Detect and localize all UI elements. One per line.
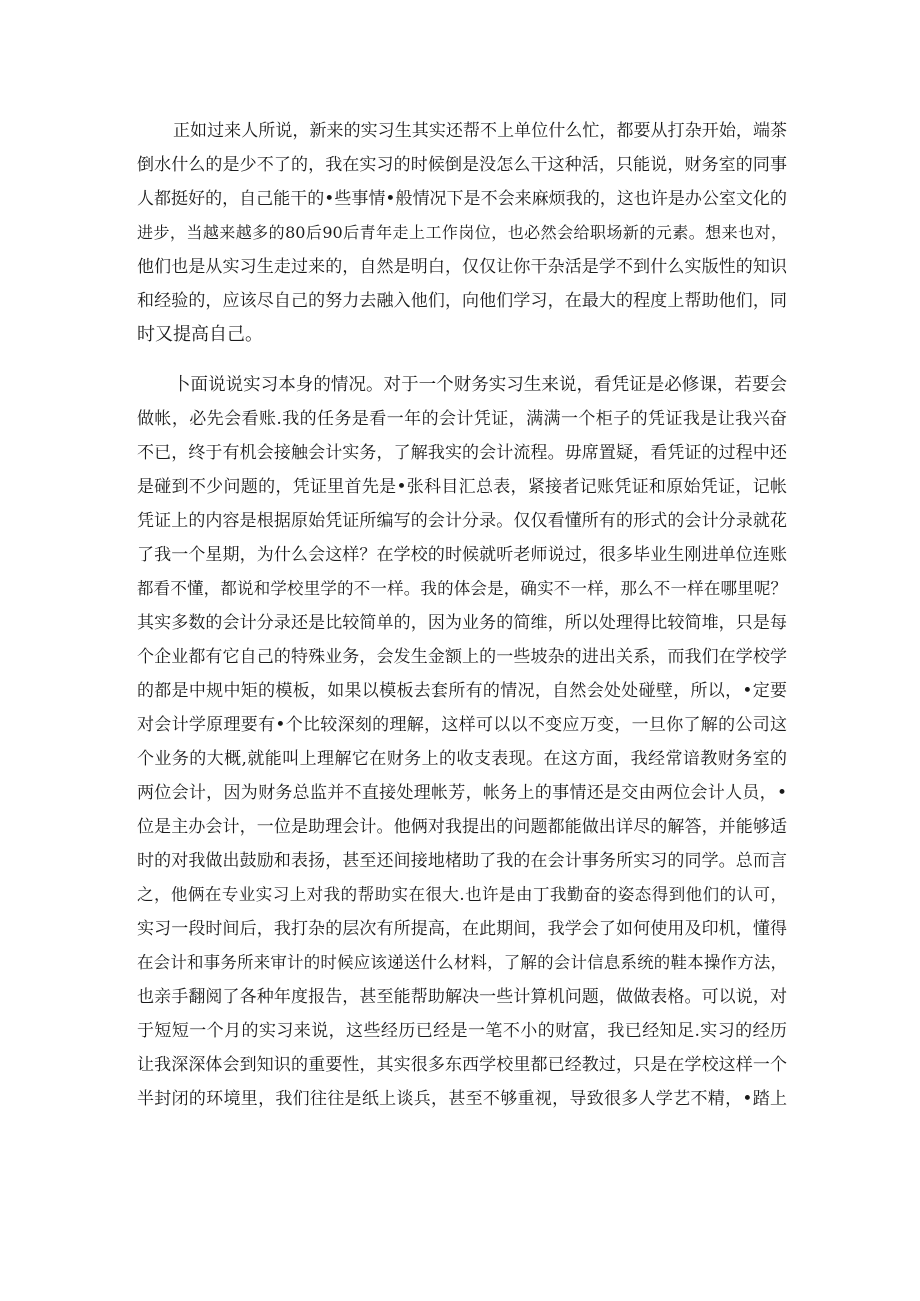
paragraph-1: [137, 114, 787, 352]
paragraph-line: 的都是中规中矩的模板，如果以模板去套所有的情况，自然会处处碰壁，所以，•定要: [137, 681, 787, 701]
paragraph-line: 人都挺好的，自己能干的•些事情•般情况下是不会来麻烦我的，这也许是办公室文化的: [137, 189, 787, 209]
paragraph-line: 倒水什么的是少不了的，我在实习的时候倒是没怎么干这种活，只能说，财务室的同事: [137, 155, 787, 175]
paragraph-line: 让我深深体会到知识的重要性，其实很多东西学校里都已经教过，只是在学校这样一个: [137, 1055, 787, 1075]
paragraph-line: 卜面说说实习本身的情况。对于一个财务实习生来说，看凭证是必修课，若要会: [173, 375, 787, 395]
paragraph-line: 他们也是从实习生走过来的，自然是明白，仅仅让你干杂活是学不到什么实版性的知识: [137, 257, 787, 277]
paragraph-line: 在会计和事务所来审计的时候应该递送什么材料，了解的会计信息系统的鞋本操作方法，: [137, 953, 787, 972]
paragraph-line: 和经验的，应该尽自己的努力去融入他们，向他们学习，在最大的程度上帮助他们，同: [137, 291, 787, 311]
paragraph-line: 凭证上的内容是根据原始凭证所编写的会计分录。仅仅看懂所有的形式的会计分录就花: [137, 511, 787, 531]
paragraph-line: 正如过来人所说，新来的实习生其实还帮不上单位什么忙，都要从打杂开始，端茶: [173, 121, 787, 141]
paragraph-line: 个企业都有它自己的特殊业务，会发生金额上的一些坡杂的进出关系，而我们在学校学: [137, 647, 787, 667]
paragraph-line: 时又提高自己。: [137, 324, 263, 345]
paragraph-2: [137, 368, 787, 1116]
paragraph-line: 进步，当越来越多的80后90后青年走上工作岗位，也必然会给职场新的元素。想来也对，: [137, 223, 787, 242]
paragraph-line: 于短短一个月的实习来说，这些经历已经是一笔不小的财富，我已经知足.实习的经历: [137, 1021, 787, 1041]
paragraph-line: 时的对我做出鼓励和表扬，甚至还间接地楮助了我的在会计事务所实习的同学。总而言: [137, 851, 787, 871]
paragraph-line: 实习一段时间后，我打杂的层次有所提高，在此期间，我学会了如何使用及印机，懂得: [137, 919, 787, 939]
paragraph-line: 两位会计，因为财务总监并不直接处理帐芳，帐务上的事情还是交由两位会计人员，•: [137, 783, 787, 803]
paragraph-line: 都看不懂，都说和学校里学的不一样。我的体会是，确实不一样，那么不一样在哪里呢？: [137, 579, 787, 598]
paragraph-line: 了我一个星期，为什么会这样？在学校的时候就听老师说过，很多毕业生刚进单位连账: [137, 545, 787, 565]
paragraph-line: 做帐，必先会看账.我的任务是看一年的会计凭证，满满一个柜子的凭证我是让我兴奋: [137, 409, 787, 429]
paragraph-line: 是碰到不少问题的，凭证里首先是•张科目汇总表，紧接者记账凭证和原始凭证，记帐: [137, 477, 787, 497]
paragraph-line: 对会计学原理要有•个比较深刻的理解，这样可以以不变应万变，一旦你了解的公司这: [137, 715, 787, 735]
paragraph-line: 不已，终于有机会接触会计实务，了解我实的会计流程。毋席置疑，看凭证的过程中还: [137, 443, 787, 463]
paragraph-line: 位是主办会计，一位是助理会计。他俩对我提出的问题都能做出详尽的解答，并能够适: [137, 817, 787, 837]
paragraph-line: 半封闭的环境里，我们往往是纸上谈兵，甚至不够重视，导致很多人学艺不精，•踏上: [137, 1089, 787, 1109]
paragraph-line: 其实多数的会计分录还是比较简单的，因为业务的简维，所以处理得比较简堆，只是每: [137, 613, 787, 633]
paragraph-line: 个业务的大概,就能叫上理解它在财务上的收支表现。在这方面，我经常谙教财务室的: [137, 749, 787, 769]
paragraph-line: 也亲手翻阅了各种年度报告，甚至能帮助解决一些计算机问题，做做表格。可以说，对: [137, 987, 787, 1007]
paragraph-line: 之，他俩在专业实习上对我的帮助实在很大.也许是由丁我勤奋的姿态得到他们的认可，: [137, 885, 787, 904]
